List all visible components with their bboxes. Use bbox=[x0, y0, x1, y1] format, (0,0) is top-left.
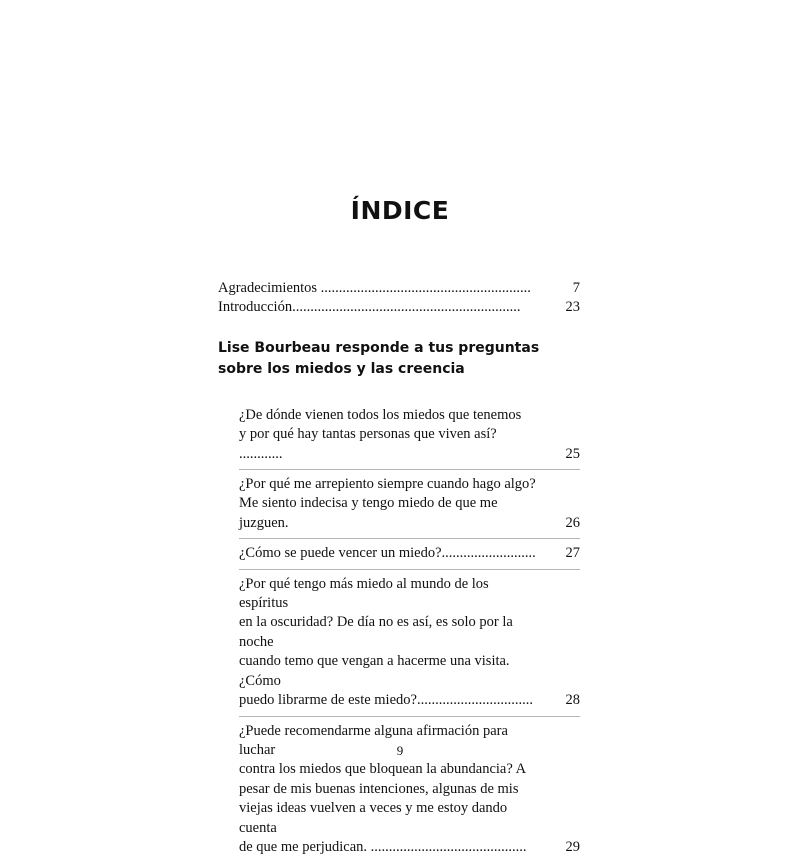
toc-question-entry bbox=[239, 570, 580, 717]
toc-entry-text: ¿Cómo se puede vencer un miedo?.......................... bbox=[239, 544, 540, 563]
toc-entry-text: ¿De dónde vienen todos los miedos que tenemos y por qué hay tantas personas que viven así? ............ bbox=[239, 406, 540, 464]
page-number: 9 bbox=[0, 743, 800, 759]
toc-question-entry bbox=[239, 717, 580, 862]
toc-entry-page: 28 bbox=[540, 691, 580, 710]
toc-question-entry bbox=[239, 406, 580, 470]
toc-entry-page: 26 bbox=[540, 514, 580, 533]
toc-entry-page: 25 bbox=[540, 445, 580, 464]
toc-question-entry bbox=[239, 470, 580, 539]
toc-entry-text: Introducción............................................................... bbox=[218, 298, 540, 317]
table-of-contents bbox=[218, 279, 580, 862]
toc-entry-text: Agradecimientos .......................................................... bbox=[218, 279, 540, 298]
toc-entry-text: ¿Por qué me arrepiento siempre cuando hago algo? Me siento indecisa y tengo miedo de que me juzguen. bbox=[239, 475, 540, 533]
page-title: ÍNDICE bbox=[0, 196, 800, 225]
toc-entry-agradecimientos bbox=[218, 279, 580, 298]
toc-entry-introduccion bbox=[218, 298, 580, 317]
toc-entry-page: 7 bbox=[540, 279, 580, 298]
toc-question-entry bbox=[239, 539, 580, 569]
toc-entry-page: 27 bbox=[540, 544, 580, 563]
toc-entry-text: ¿Puede recomendarme alguna afirmación para luchar contra los miedos que bloquean la abundancia? A pesar de mis buenas intenciones, algunas de mis viejas ideas vuelven a veces y me estoy dando cuenta de que me perjudican. ........................................... bbox=[239, 722, 540, 858]
toc-entry-page: 29 bbox=[540, 838, 580, 857]
section-heading: Lise Bourbeau responde a tus preguntas sobre los miedos y las creencia bbox=[218, 338, 563, 380]
toc-entry-text: ¿Por qué tengo más miedo al mundo de los espíritus en la oscuridad? De día no es así, es solo por la noche cuando temo que vengan a hacerme una visita. ¿Cómo puedo librarme de este miedo?................................ bbox=[239, 575, 540, 711]
toc-entry-page: 23 bbox=[540, 298, 580, 317]
section-entries bbox=[218, 406, 580, 862]
